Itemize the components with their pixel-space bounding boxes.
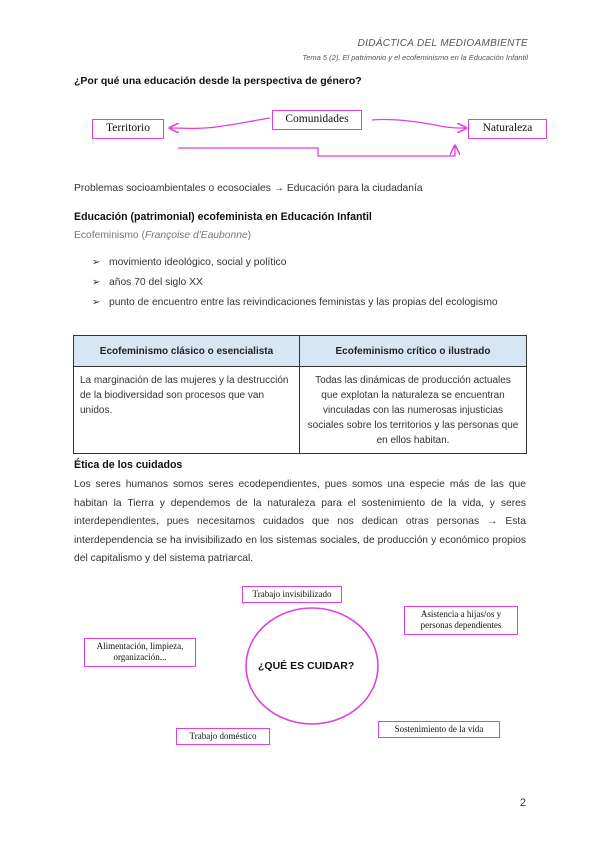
naturaleza-label: Naturaleza: [482, 122, 533, 134]
list-item: ➢ punto de encuentro entre las reivindicaciones feministas y las propias del ecologismo: [92, 295, 526, 311]
etica-paragraph: Los seres humanos somos seres ecodependientes, pues somos una especie más de las que habitan la Tierra y dependemos de la naturaleza para el sostenimiento de la vida, y seres interdependientes, pues necesitamos cuidados que nos dedican otras personas → Esta interdependencia se ha invisibilizado en los sistemas sociales, de producción y económico propios del capitalismo y del sistema patriarcal.: [74, 479, 526, 564]
document-title: DIDÁCTICA DEL MEDIOAMBIENTE: [357, 38, 528, 49]
table-header-clasico: Ecofeminismo clásico o esencialista: [74, 336, 300, 367]
table-header-critico: Ecofeminismo crítico o ilustrado: [300, 336, 527, 367]
trabajo-invisibilizado-box: Trabajo invisibilizado: [242, 586, 342, 603]
section-heading: Educación (patrimonial) ecofeminista en Educación Infantil: [74, 211, 372, 223]
table-row: [74, 367, 527, 454]
ecofeminismo-comparison-table: [73, 335, 527, 454]
page-number: 2: [519, 797, 526, 809]
ecofeminismo-author: Françoise d'Eaubonne: [144, 230, 248, 241]
ecofeminismo-bullet-list: [92, 255, 526, 315]
naturaleza-box: [468, 119, 547, 139]
section-question: ¿Por qué una educación desde la perspectiva de género?: [74, 75, 362, 87]
etica-heading: Ética de los cuidados: [74, 459, 183, 471]
table-cell-critico: Todas las dinámicas de producción actuales que explotan la naturaleza se encuentran vinculadas con las numerosas injusticias sociales sobre los territorios y las personas que en ellos habitan.: [300, 367, 527, 454]
territorio-box: [92, 119, 164, 139]
alimentacion-box: Alimentación, limpieza, organización...: [84, 638, 196, 667]
cuidar-center-label: ¿QUÉ ES CUIDAR?: [258, 660, 355, 672]
territorio-label: Territorio: [106, 122, 150, 134]
list-item: ➢ años 70 del siglo XX: [92, 275, 526, 291]
arrow-territorio-naturaleza-bottom: [178, 146, 455, 156]
trabajo-domestico-box: Trabajo doméstico: [176, 728, 270, 745]
table-header-row: [74, 336, 527, 367]
comunidades-label: Comunidades: [285, 113, 349, 125]
problems-line: Problemas socioambientales o ecosociales → Educación para la ciudadanía: [74, 183, 423, 194]
arrow-bullet-icon: ➢: [92, 257, 101, 268]
arrow-comunidades-naturaleza: [372, 119, 466, 128]
arrow-comunidades-territorio: [170, 118, 270, 128]
table-cell-clasico: La marginación de las mujeres y la destrucción de la biodiversidad son procesos que van unidos.: [74, 367, 300, 454]
sostenimiento-box: Sostenimiento de la vida: [378, 721, 500, 738]
ecofeminismo-close: ): [247, 230, 252, 241]
list-item: ➢ movimiento ideológico, social y político: [92, 255, 526, 271]
asistencia-box: Asistencia a hijas/os y personas dependientes: [404, 606, 518, 635]
arrow-bullet-icon: ➢: [92, 297, 101, 308]
ecofeminismo-subheading: [74, 230, 251, 241]
arrow-bullet-icon: ➢: [92, 277, 101, 288]
ecofeminismo-label: Ecofeminismo (: [74, 230, 145, 241]
document-subtitle: Tema 5 (2). El patrimonio y el ecofeminismo en la Educación Infantil: [302, 53, 528, 62]
relationship-arrows-diagram: [0, 0, 600, 170]
comunidades-box: [272, 110, 362, 130]
